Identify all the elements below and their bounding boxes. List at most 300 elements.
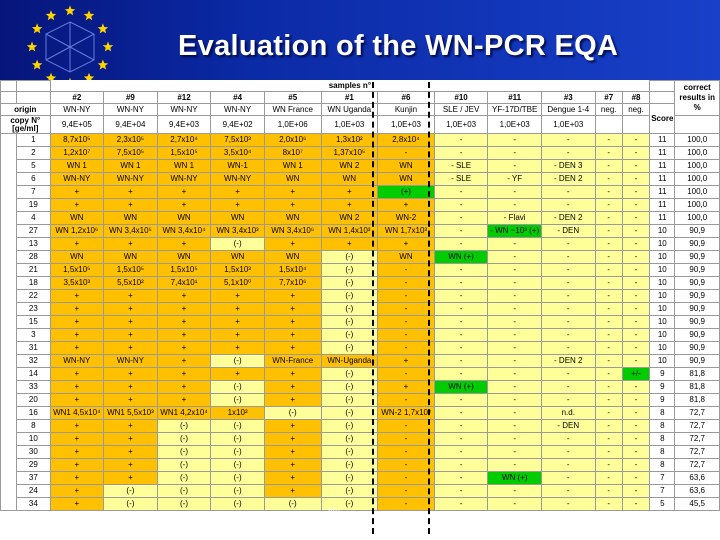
result-cell: -	[434, 147, 488, 160]
result-cell: (-)	[264, 498, 321, 511]
result-cell: +	[104, 342, 158, 355]
percent-cell: 63,6	[675, 472, 720, 485]
result-cell: -	[541, 381, 595, 394]
result-cell: +	[321, 199, 378, 212]
corner-cell	[1, 92, 17, 104]
result-cell: -	[595, 316, 622, 329]
score-cell: 8	[650, 420, 675, 433]
result-cell: (-)	[211, 446, 265, 459]
laboratory-number: 14	[17, 368, 50, 381]
table-row	[1, 186, 720, 199]
result-cell: -	[595, 277, 622, 290]
result-cell: -	[595, 355, 622, 368]
result-cell: (-)	[321, 264, 378, 277]
result-cell: (-)	[157, 446, 211, 459]
sample-id: #10	[434, 92, 488, 104]
result-cell: +	[50, 394, 104, 407]
result-cell: +	[50, 381, 104, 394]
result-cell: +	[211, 368, 265, 381]
table-row	[1, 160, 720, 173]
result-cell: - SLE	[434, 173, 488, 186]
score-cell: 10	[650, 342, 675, 355]
sample-id: #9	[104, 92, 158, 104]
result-cell: 5,1x10⁰	[211, 277, 265, 290]
laboratory-number: 37	[17, 472, 50, 485]
result-cell: +	[211, 303, 265, 316]
result-cell: +	[211, 199, 265, 212]
result-cell: -	[541, 433, 595, 446]
result-cell: +	[157, 394, 211, 407]
result-cell: -	[488, 329, 542, 342]
star-icon	[98, 23, 108, 33]
laboratory-number: 13	[17, 238, 50, 251]
result-cell: -	[622, 498, 649, 511]
result-cell: +	[104, 394, 158, 407]
empty-cell	[675, 116, 720, 134]
result-cell: -	[595, 199, 622, 212]
sample-copy-number: 1,0E+06	[264, 116, 321, 134]
result-cell: -	[595, 147, 622, 160]
result-cell: (-)	[211, 381, 265, 394]
result-cell: +	[50, 290, 104, 303]
table-row	[1, 147, 720, 160]
result-cell: +	[50, 485, 104, 498]
score-cell: 8	[650, 459, 675, 472]
result-cell: -	[488, 264, 542, 277]
star-icon	[103, 42, 113, 52]
result-cell: -	[488, 134, 542, 147]
result-cell: -	[434, 485, 488, 498]
laboratory-number: 29	[17, 459, 50, 472]
result-cell: +	[264, 238, 321, 251]
result-cell: +	[50, 368, 104, 381]
result-cell: -	[622, 394, 649, 407]
result-cell: WN 2	[321, 160, 378, 173]
result-cell: +	[264, 420, 321, 433]
result-cell: (-)	[211, 498, 265, 511]
table-row	[1, 238, 720, 251]
sample-id: #2	[50, 92, 104, 104]
result-cell: - DEN 2	[541, 212, 595, 225]
sample-origin: SLE / JEV	[434, 104, 488, 116]
result-cell: +	[104, 446, 158, 459]
percent-cell: 100,0	[675, 199, 720, 212]
result-cell: - SLE	[434, 160, 488, 173]
sample-origin: Kunjin	[378, 104, 435, 116]
result-cell: +	[50, 433, 104, 446]
laboratory-number: 31	[17, 342, 50, 355]
result-cell: -	[378, 498, 435, 511]
result-cell: +	[104, 199, 158, 212]
score-cell: 9	[650, 394, 675, 407]
result-cell: - WN ~10³ (+)	[488, 225, 542, 238]
result-cell: -	[541, 147, 595, 160]
correct-results-header: correct results in %	[675, 81, 720, 116]
result-cell: -	[434, 459, 488, 472]
result-cell: -	[622, 225, 649, 238]
result-cell: +	[264, 290, 321, 303]
score-cell: 11	[650, 199, 675, 212]
percent-cell: 72,7	[675, 459, 720, 472]
table-row	[1, 381, 720, 394]
result-cell: -	[622, 277, 649, 290]
result-cell: -	[488, 355, 542, 368]
percent-cell: 72,7	[675, 407, 720, 420]
sample-origin: neg.	[595, 104, 622, 116]
result-cell: (-)	[211, 420, 265, 433]
result-cell: -	[541, 446, 595, 459]
result-cell: -	[541, 251, 595, 264]
result-cell: WN-NY	[50, 173, 104, 186]
score-cell: 11	[650, 173, 675, 186]
result-cell: +	[50, 472, 104, 485]
result-cell: -	[378, 472, 435, 485]
result-cell: WN	[157, 212, 211, 225]
result-cell: WN 1,4x10³	[321, 225, 378, 238]
result-cell: -	[378, 316, 435, 329]
copy-number-row	[1, 116, 720, 134]
result-cell: (-)	[321, 498, 378, 511]
result-cell: +	[321, 238, 378, 251]
result-cell: WN	[104, 212, 158, 225]
result-cell: WN-1	[211, 160, 265, 173]
result-cell: -	[595, 485, 622, 498]
result-cell: WN 3,4x10⁵	[104, 225, 158, 238]
result-cell: +	[264, 459, 321, 472]
laboratory-number: 30	[17, 446, 50, 459]
empty-cell	[650, 81, 675, 92]
laboratory-number: 8	[17, 420, 50, 433]
sample-copy-number: 9,4E+02	[211, 116, 265, 134]
score-cell: 11	[650, 186, 675, 199]
percent-cell: 90,9	[675, 238, 720, 251]
result-cell: -	[434, 186, 488, 199]
result-cell: (-)	[157, 420, 211, 433]
result-cell: +	[50, 498, 104, 511]
sample-id-row	[1, 92, 720, 104]
result-cell: - DEN 3	[541, 160, 595, 173]
sample-copy-number: 1,0E+03	[488, 116, 542, 134]
score-cell: 9	[650, 368, 675, 381]
result-cell: +	[50, 329, 104, 342]
score-cell: 8	[650, 433, 675, 446]
result-cell: +	[264, 329, 321, 342]
star-icon	[98, 60, 108, 70]
score-cell: 10	[650, 251, 675, 264]
result-cell: +	[211, 186, 265, 199]
result-cell: 1,5x10⁵	[50, 264, 104, 277]
laboratory-number: 16	[17, 407, 50, 420]
samples-label: samples n°	[50, 81, 650, 92]
result-cell: -	[434, 303, 488, 316]
result-cell: -	[434, 420, 488, 433]
corner-cell	[17, 92, 50, 104]
table-row	[1, 407, 720, 420]
result-cell: -	[488, 459, 542, 472]
result-cell: WN (+)	[434, 381, 488, 394]
result-cell: (-)	[211, 459, 265, 472]
result-cell: -	[622, 472, 649, 485]
result-cell: +	[211, 329, 265, 342]
overlay-text: NV ...	[328, 506, 351, 516]
result-cell: 2,3x10⁵	[104, 134, 158, 147]
result-cell: -	[434, 472, 488, 485]
result-cell: WN 2	[321, 212, 378, 225]
result-cell: -	[595, 303, 622, 316]
laboratory-number: 27	[17, 225, 50, 238]
score-cell: 10	[650, 303, 675, 316]
result-cell: +/-	[622, 368, 649, 381]
result-cell: WN	[211, 251, 265, 264]
result-cell: -	[488, 186, 542, 199]
laboratory-number: 4	[17, 212, 50, 225]
percent-cell: 90,9	[675, 277, 720, 290]
score-cell: 11	[650, 134, 675, 147]
result-cell: (-)	[321, 342, 378, 355]
result-cell: -	[595, 368, 622, 381]
result-cell: +	[264, 199, 321, 212]
score-cell: 10	[650, 316, 675, 329]
result-cell: +	[321, 186, 378, 199]
laboratory-number: 22	[17, 290, 50, 303]
result-cell: -	[488, 290, 542, 303]
result-cell: -	[622, 459, 649, 472]
result-cell: (-)	[157, 485, 211, 498]
result-cell: +	[264, 485, 321, 498]
result-cell: (-)	[321, 381, 378, 394]
result-cell: -	[378, 420, 435, 433]
percent-cell: 100,0	[675, 160, 720, 173]
table-row	[1, 459, 720, 472]
result-cell: -	[595, 134, 622, 147]
table-row	[1, 212, 720, 225]
result-cell: -	[595, 264, 622, 277]
sample-id: #6	[378, 92, 435, 104]
result-cell: (-)	[321, 446, 378, 459]
result-cell: 1x10²	[211, 407, 265, 420]
result-cell: +	[157, 368, 211, 381]
result-cell: 1,5x10⁵	[157, 264, 211, 277]
result-cell: -	[488, 238, 542, 251]
sample-origin: WN France	[264, 104, 321, 116]
laboratory-number: 34	[17, 498, 50, 511]
percent-cell: 72,7	[675, 420, 720, 433]
sample-id: #7	[595, 92, 622, 104]
result-cell: 1,3x10²	[321, 134, 378, 147]
result-cell: (-)	[321, 303, 378, 316]
result-cell: -	[434, 355, 488, 368]
laboratory-number: 28	[17, 251, 50, 264]
result-cell: -	[595, 342, 622, 355]
result-cell: WN-NY	[50, 355, 104, 368]
result-cell: 2,7x10⁴	[157, 134, 211, 147]
result-cell: WN	[157, 251, 211, 264]
result-cell: +	[264, 446, 321, 459]
corner-cell	[1, 81, 17, 92]
percent-cell: 90,9	[675, 303, 720, 316]
result-cell: -	[595, 472, 622, 485]
result-cell: -	[622, 199, 649, 212]
table-row	[1, 342, 720, 355]
result-cell: +	[157, 316, 211, 329]
laboratory-number: 32	[17, 355, 50, 368]
result-cell: +	[264, 433, 321, 446]
table-row	[1, 264, 720, 277]
percent-cell: 90,9	[675, 225, 720, 238]
result-cell: -	[622, 433, 649, 446]
result-cell: WN-NY	[211, 173, 265, 186]
percent-cell: 90,9	[675, 251, 720, 264]
laboratory-axis-label	[1, 134, 17, 511]
result-cell: (-)	[321, 485, 378, 498]
result-cell: +	[50, 342, 104, 355]
laboratory-number: 6	[17, 173, 50, 186]
score-cell: 7	[650, 472, 675, 485]
table-row	[1, 199, 720, 212]
sample-origin: YF-17D/TBE	[488, 104, 542, 116]
score-cell: 8	[650, 407, 675, 420]
result-cell: -	[622, 420, 649, 433]
result-cell: -	[622, 134, 649, 147]
table-row	[1, 446, 720, 459]
result-cell: -	[378, 147, 435, 160]
result-cell: -	[541, 472, 595, 485]
result-cell: WN	[378, 251, 435, 264]
sample-origin: WN-NY	[157, 104, 211, 116]
result-cell: +	[50, 199, 104, 212]
result-cell: (-)	[157, 433, 211, 446]
result-cell: +	[157, 381, 211, 394]
result-cell: +	[264, 472, 321, 485]
result-cell: -	[378, 290, 435, 303]
result-cell: -	[434, 433, 488, 446]
laboratory-number: 18	[17, 277, 50, 290]
result-cell: -	[622, 251, 649, 264]
sample-copy-number: 1,0E+03	[378, 116, 435, 134]
table-row	[1, 316, 720, 329]
result-cell: -	[488, 446, 542, 459]
result-cell: WN	[104, 251, 158, 264]
result-cell: -	[595, 446, 622, 459]
laboratory-number: 1	[17, 134, 50, 147]
result-cell: -	[595, 238, 622, 251]
result-cell: (-)	[211, 238, 265, 251]
laboratory-number: 20	[17, 394, 50, 407]
result-cell: +	[50, 316, 104, 329]
result-cell: 1,5x10³	[211, 264, 265, 277]
samples-label-row	[1, 81, 720, 92]
result-cell: -	[622, 303, 649, 316]
result-cell: WN	[264, 173, 321, 186]
result-cell: +	[157, 329, 211, 342]
result-cell: -	[622, 212, 649, 225]
result-cell: -	[488, 433, 542, 446]
result-cell: -	[378, 303, 435, 316]
empty-cell	[650, 92, 675, 104]
result-cell: +	[264, 342, 321, 355]
result-cell: +	[104, 433, 158, 446]
result-cell: -	[595, 459, 622, 472]
result-cell: -	[378, 264, 435, 277]
result-cell: +	[104, 459, 158, 472]
result-cell: -	[488, 342, 542, 355]
result-cell: -	[541, 199, 595, 212]
percent-cell: 100,0	[675, 134, 720, 147]
result-cell: -	[595, 329, 622, 342]
table-row	[1, 303, 720, 316]
sample-id: #4	[211, 92, 265, 104]
score-cell: 10	[650, 238, 675, 251]
result-cell: -	[488, 316, 542, 329]
table-row	[1, 433, 720, 446]
sample-copy-number	[622, 116, 649, 134]
result-cell: (-)	[211, 472, 265, 485]
percent-cell: 90,9	[675, 316, 720, 329]
result-cell: -	[434, 498, 488, 511]
table-row	[1, 329, 720, 342]
result-cell: - DEN 2	[541, 173, 595, 186]
table-row	[1, 290, 720, 303]
origin-row	[1, 104, 720, 116]
table-row	[1, 485, 720, 498]
result-cell: (-)	[157, 459, 211, 472]
result-cell: (-)	[104, 498, 158, 511]
result-cell: -	[595, 251, 622, 264]
result-cell: -	[595, 394, 622, 407]
result-cell: -	[488, 303, 542, 316]
result-cell: +	[50, 238, 104, 251]
laboratory-number: 23	[17, 303, 50, 316]
result-cell: -	[541, 290, 595, 303]
result-cell: -	[541, 485, 595, 498]
result-cell: -	[434, 342, 488, 355]
laboratory-number: 10	[17, 433, 50, 446]
result-cell: WN 1	[157, 160, 211, 173]
result-cell: -	[488, 394, 542, 407]
result-cell: +	[211, 342, 265, 355]
sample-copy-number: 9,4E+04	[104, 116, 158, 134]
score-cell: 10	[650, 329, 675, 342]
result-cell: 8x10⁷	[264, 147, 321, 160]
result-cell: -	[622, 485, 649, 498]
result-cell: +	[157, 186, 211, 199]
table-row	[1, 355, 720, 368]
result-cell: -	[541, 498, 595, 511]
result-cell: 5,5x10²	[104, 277, 158, 290]
percent-cell: 100,0	[675, 212, 720, 225]
sample-origin: WN Uganda	[321, 104, 378, 116]
result-cell: -	[595, 212, 622, 225]
result-cell: -	[541, 459, 595, 472]
result-cell: -	[488, 485, 542, 498]
result-cell: +	[104, 329, 158, 342]
sample-id: #3	[541, 92, 595, 104]
result-cell: +	[50, 186, 104, 199]
result-cell: (-)	[321, 394, 378, 407]
result-cell: +	[104, 186, 158, 199]
result-cell: -	[378, 394, 435, 407]
result-cell: +	[157, 342, 211, 355]
result-cell: (-)	[321, 459, 378, 472]
result-cell: -	[488, 199, 542, 212]
percent-cell: 72,7	[675, 446, 720, 459]
result-cell: WN 1	[104, 160, 158, 173]
sample-id: #8	[622, 92, 649, 104]
result-cell: WN	[211, 212, 265, 225]
result-cell: +	[157, 303, 211, 316]
result-cell: WN1 4,5x10⁴	[50, 407, 104, 420]
result-cell: -	[434, 394, 488, 407]
